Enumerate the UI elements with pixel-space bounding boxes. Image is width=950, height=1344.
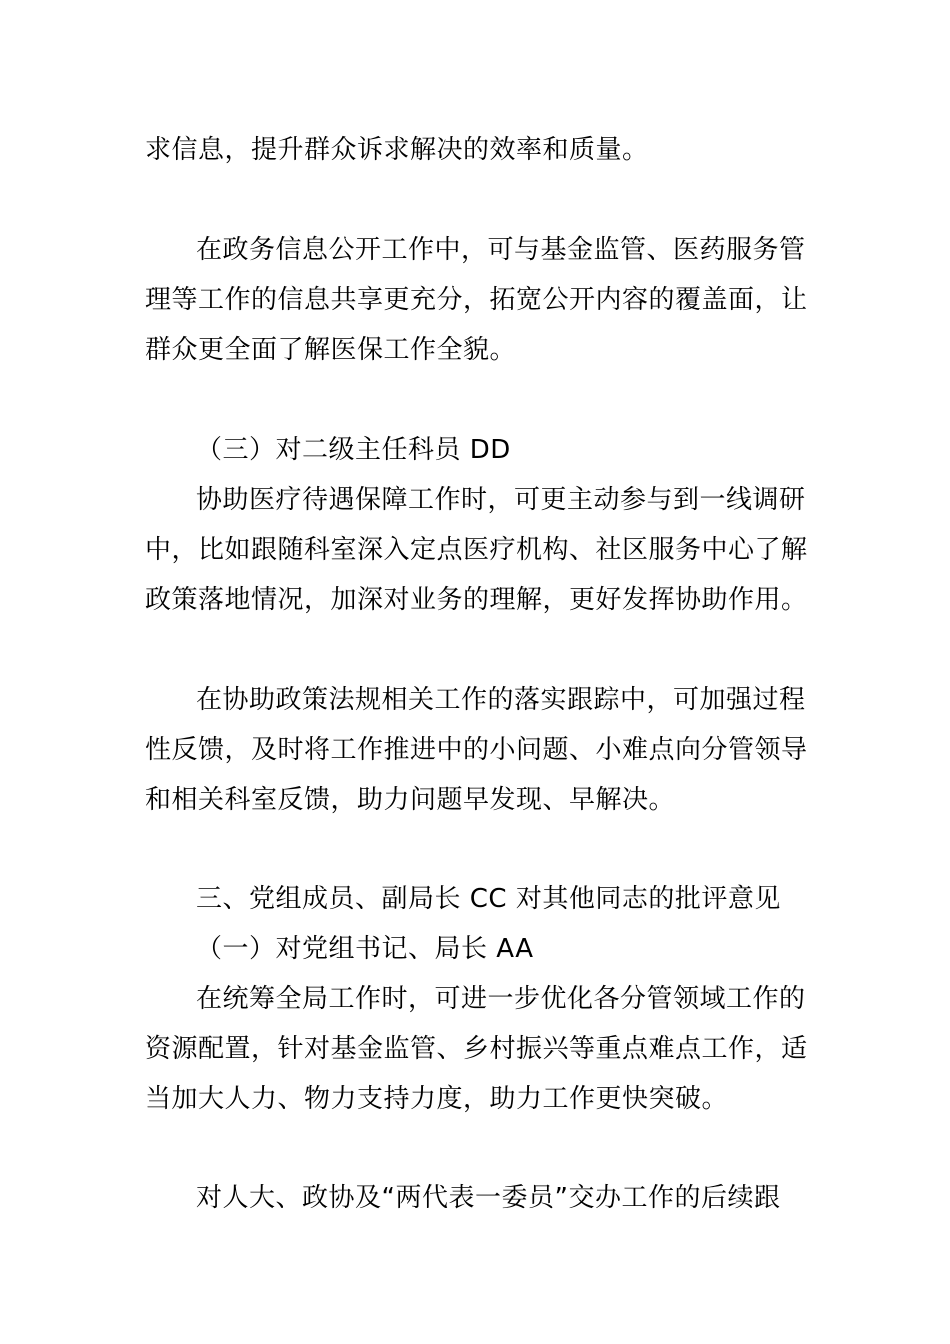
paragraph-line: 协助医疗待遇保障工作时，可更主动参与到一线调研: [196, 485, 806, 515]
paragraph-line: 资源配置，针对基金监管、乡村振兴等重点难点工作，适: [145, 1034, 808, 1064]
paragraph-line: 和相关科室反馈，助力问题早发现、早解决。: [145, 785, 676, 815]
paragraph-line: 中，比如跟随科室深入定点医疗机构、社区服务中心了解: [145, 535, 808, 565]
section-subheading: （一）对党组书记、局长 AA: [196, 934, 534, 964]
paragraph-line: 理等工作的信息共享更充分，拓宽公开内容的覆盖面，让: [145, 285, 808, 315]
paragraph-line: 政策落地情况，加深对业务的理解，更好发挥协助作用。: [145, 585, 808, 615]
section-heading: 三、党组成员、副局长 CC 对其他同志的批评意见: [196, 884, 781, 914]
paragraph-line: 在统筹全局工作时，可进一步优化各分管领域工作的: [196, 984, 806, 1014]
paragraph-line: 性反馈，及时将工作推进中的小问题、小难点向分管领导: [145, 735, 808, 765]
paragraph-line: 对人大、政协及“两代表一委员”交办工作的后续跟: [196, 1183, 781, 1213]
paragraph-line: 当加大人力、物力支持力度，助力工作更快突破。: [145, 1084, 729, 1114]
paragraph-continuation-line: 求信息，提升群众诉求解决的效率和质量。: [145, 135, 649, 165]
paragraph-line: 群众更全面了解医保工作全貌。: [145, 335, 517, 365]
section-subheading: （三）对二级主任科员 DD: [196, 435, 511, 465]
paragraph-line: 在协助政策法规相关工作的落实跟踪中，可加强过程: [196, 685, 806, 715]
paragraph-line: 在政务信息公开工作中，可与基金监管、医药服务管: [196, 235, 806, 265]
